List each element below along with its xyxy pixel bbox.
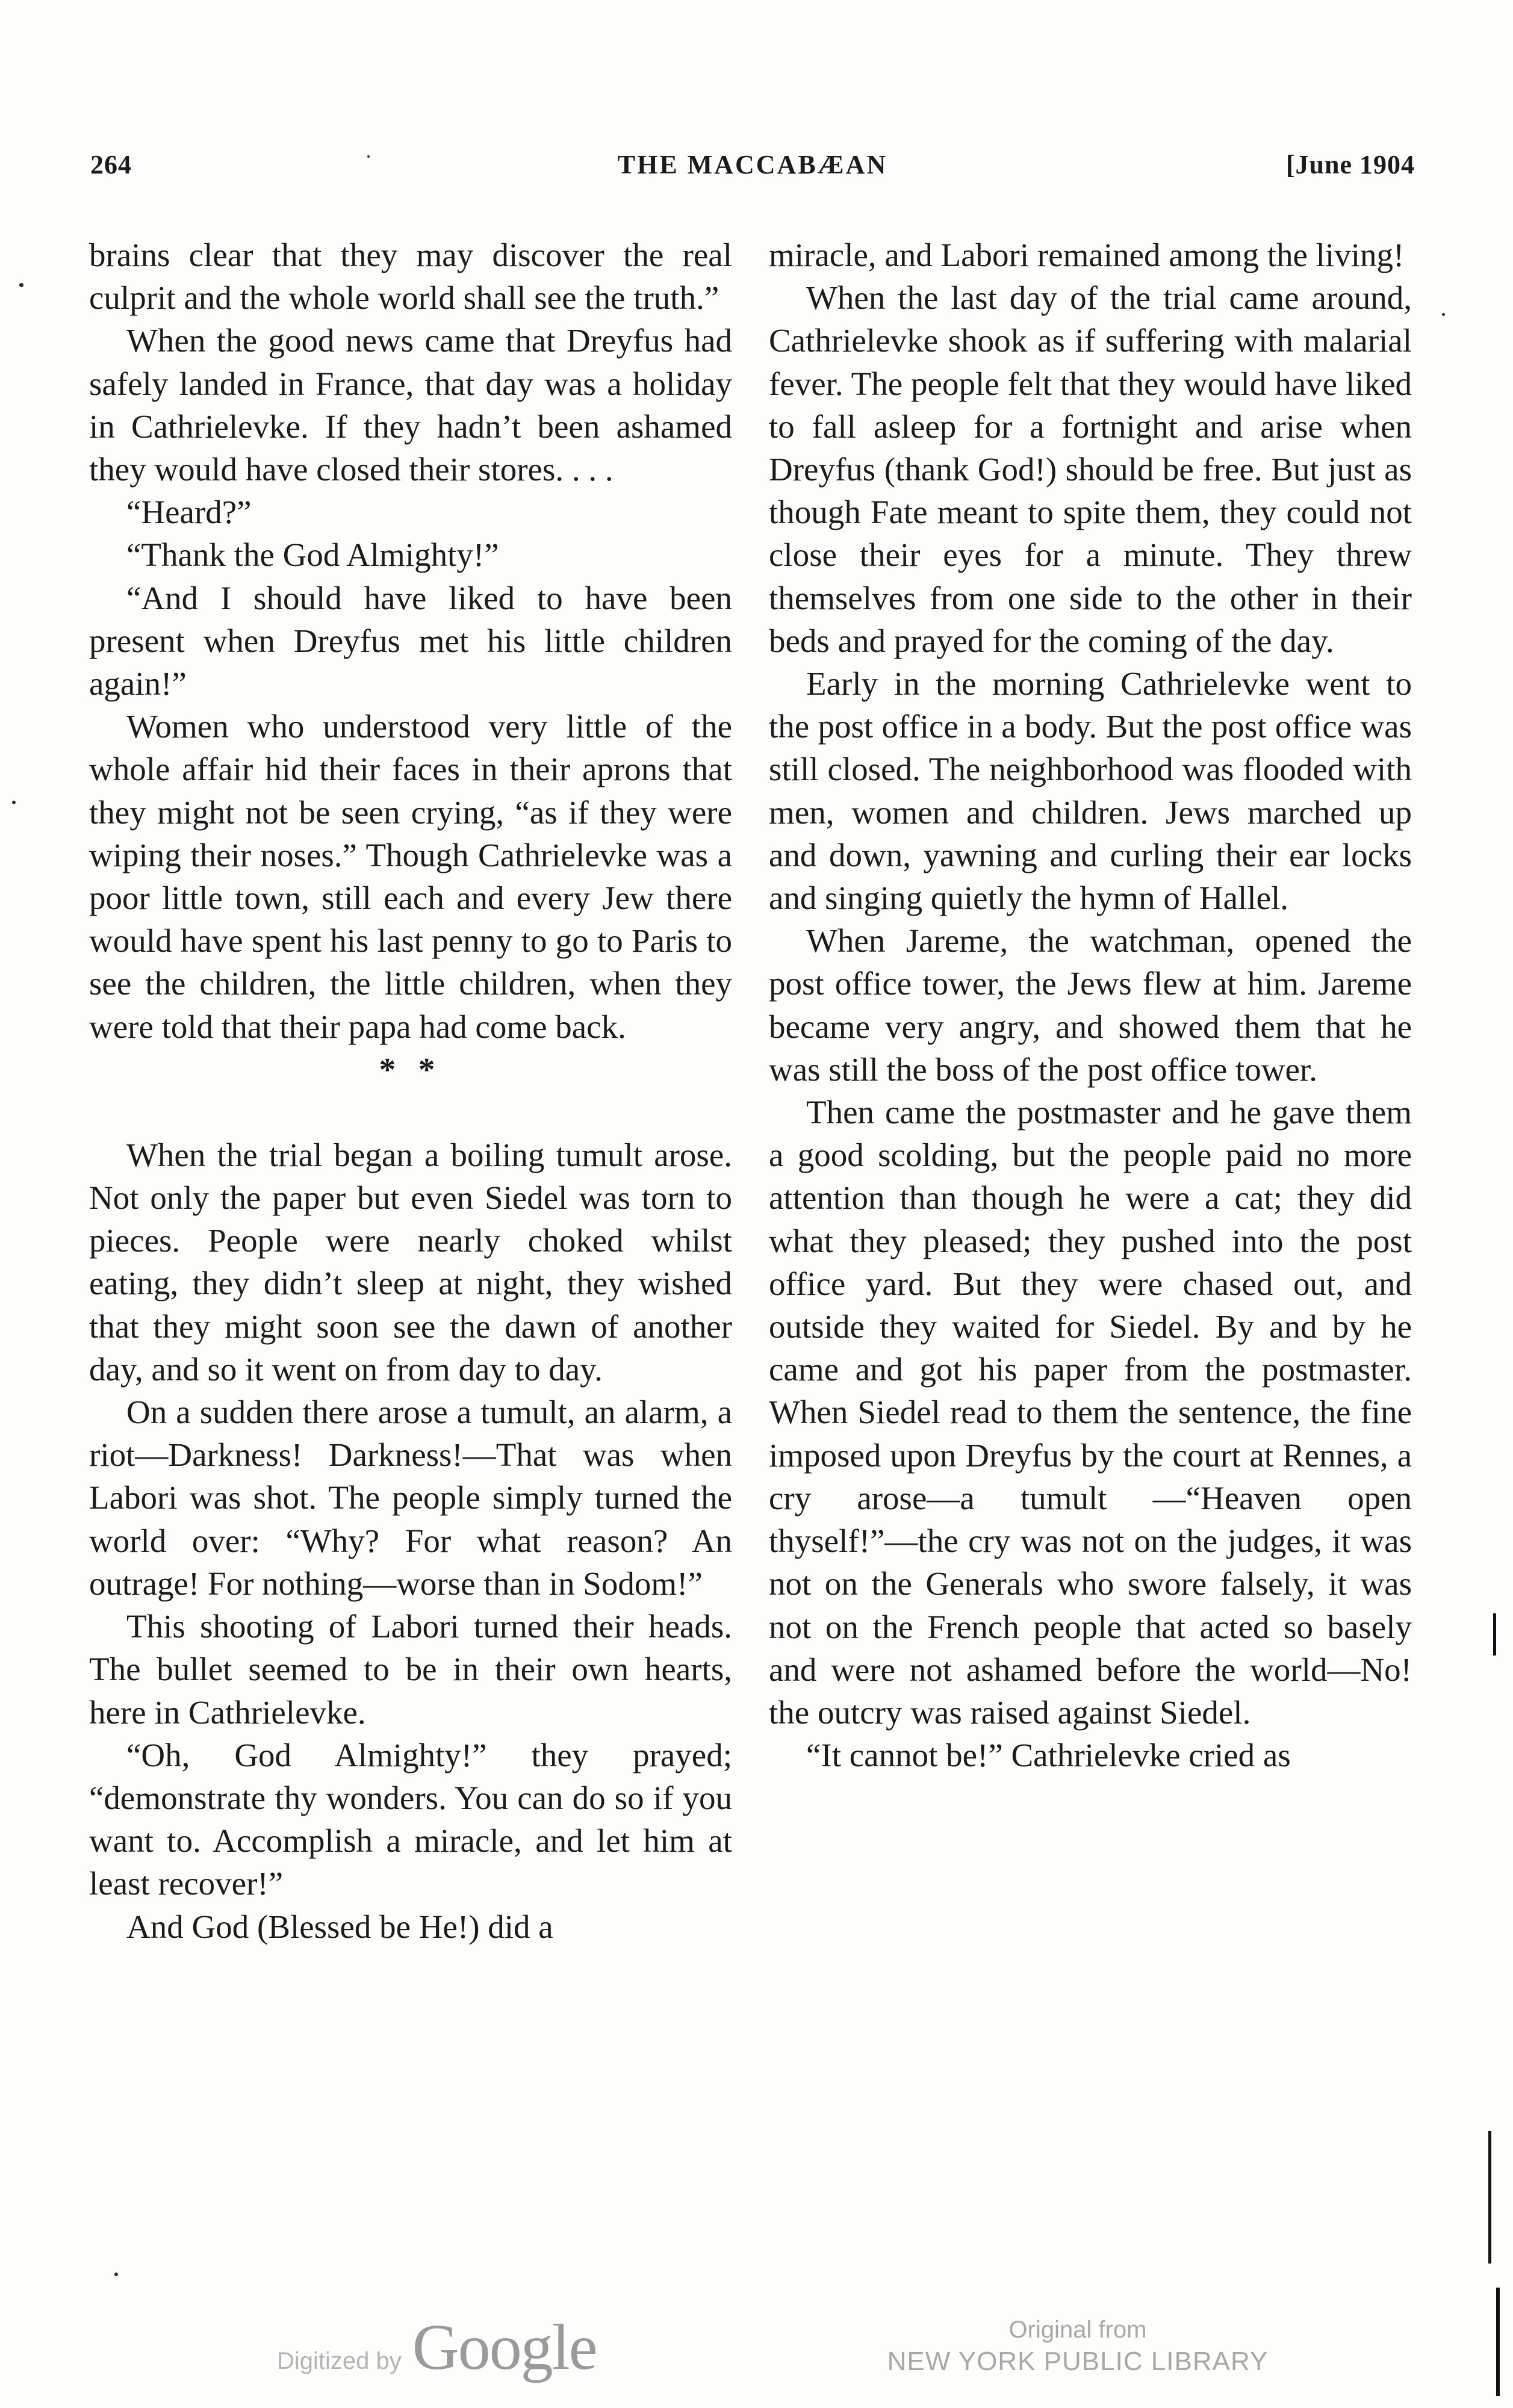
paragraph: “Oh, God Almighty!” they prayed; “demonstrate thy wonders. You can do so if you want to. Accomplish a miracle, and let him at least recover!” (89, 1736, 732, 1902)
journal-title: THE MACCABÆAN (617, 150, 888, 179)
paragraph: And God (Blessed be He!) did a (126, 1908, 553, 1945)
paragraph: “Heard?” (126, 494, 252, 531)
original-from-label: Original from (1008, 2316, 1147, 2343)
scan-edge-mark (1493, 1613, 1496, 1656)
paragraph: brains clear that they may discover the real culprit and the whole world shall see the truth.” (89, 237, 732, 317)
issue-date: [June 1904 (1285, 150, 1415, 179)
scan-speck (12, 801, 16, 804)
paragraph: On a sudden there arose a tumult, an alarm, a riot—Darkness! Darkness!—That was when Labori was shot. The people simply turned the world over: “Why? For what reason? An outrage! For nothing—worse than in Sodom!” (89, 1394, 732, 1602)
scan-edge-mark (1488, 2131, 1491, 2264)
scan-speck (367, 155, 370, 158)
paragraph: Women who understood very little of the whole affair hid their faces in their aprons that they might not be seen crying, “as if they were wiping their noses.” Though Cathrielevke was a poor little town, still each and every Jew there would have spent his last penny to go to Paris to see the children, the little children, when they were told that their papa had come back. (89, 708, 732, 1045)
scan-speck (114, 2273, 118, 2276)
scan-speck (19, 283, 23, 287)
paragraph: When the last day of the trial came around, Cathrielevke shook as if suffering with malarial fever. The people felt that they would have liked to fall asleep for a fortnight and arise when Dreyfus (thank God!) should be free. But just as though Fate meant to spite them, they could not close their eyes for a minute. They threw themselves from one side to the other in their beds and prayed for the coming of the day. (769, 279, 1412, 659)
paragraph: When the good news came that Dreyfus had safely landed in France, that day was a holiday in Cathrielevke. If they hadn’t been ashamed they would have closed their stores. . . . (89, 322, 732, 488)
google-logo: Google (412, 2312, 597, 2383)
paragraph: Early in the morning Cathrielevke went to the post office in a body. But the post office was still closed. The neighborhood was flooded with men, women and children. Jews marched up and down, yawning and curling their ear locks and singing quietly the hymn of Hallel. (769, 665, 1412, 917)
right-column (769, 234, 1412, 1777)
paragraph: When Jareme, the watchman, opened the post office tower, the Jews flew at him. Jareme became very angry, and showed them that he was still the boss of the post office tower. (769, 922, 1412, 1088)
library-attribution (861, 2315, 1294, 2379)
scan-edge-mark (1496, 2288, 1500, 2396)
paragraph: “It cannot be!” Cathrielevke cried as (806, 1737, 1291, 1774)
scan-speck (1442, 313, 1445, 316)
paragraph: miracle, and Labori remained among the living! (769, 237, 1405, 273)
page-number: 264 (90, 150, 132, 179)
paragraph: “And I should have liked to have been present when Dreyfus met his little children again!” (89, 579, 732, 703)
paragraph: Then came the postmaster and he gave them a good scolding, but the people paid no more attention than though he were a cat; they did what they pleased; they pushed into the post office yard. But they were chased out, and outside they waited for Siedel. By and by he came and got his paper from the postmaster. When Siedel read to them the sentence, the fine imposed upon Dreyfus by the court at Rennes, a cry arose—a tumult —“Heaven open thyself!”—the cry was not on the judges, it was not on the Generals who swore falsely, it was not on the French people that acted so basely and were not ashamed before the world—No! the outcry was raised against Siedel. (769, 1094, 1412, 1731)
running-header (90, 149, 1415, 191)
library-name: NEW YORK PUBLIC LIBRARY (887, 2347, 1269, 2376)
paragraph: “Thank the God Almighty!” (126, 536, 499, 574)
section-separator: * * (379, 1050, 443, 1088)
paragraph: When the trial began a boiling tumult arose. Not only the paper but even Siedel was torn to pieces. People were nearly choked whilst eating, they didn’t sleep at night, they wished that they might soon see the dawn of another day, and so it went on from day to day. (89, 1136, 732, 1388)
digitized-by-label: Digitized by (277, 2348, 402, 2374)
paragraph: This shooting of Labori turned their heads. The bullet seemed to be in their own hearts, here in Cathrielevke. (89, 1608, 732, 1731)
left-column (89, 234, 732, 1948)
google-watermark (277, 2310, 597, 2383)
